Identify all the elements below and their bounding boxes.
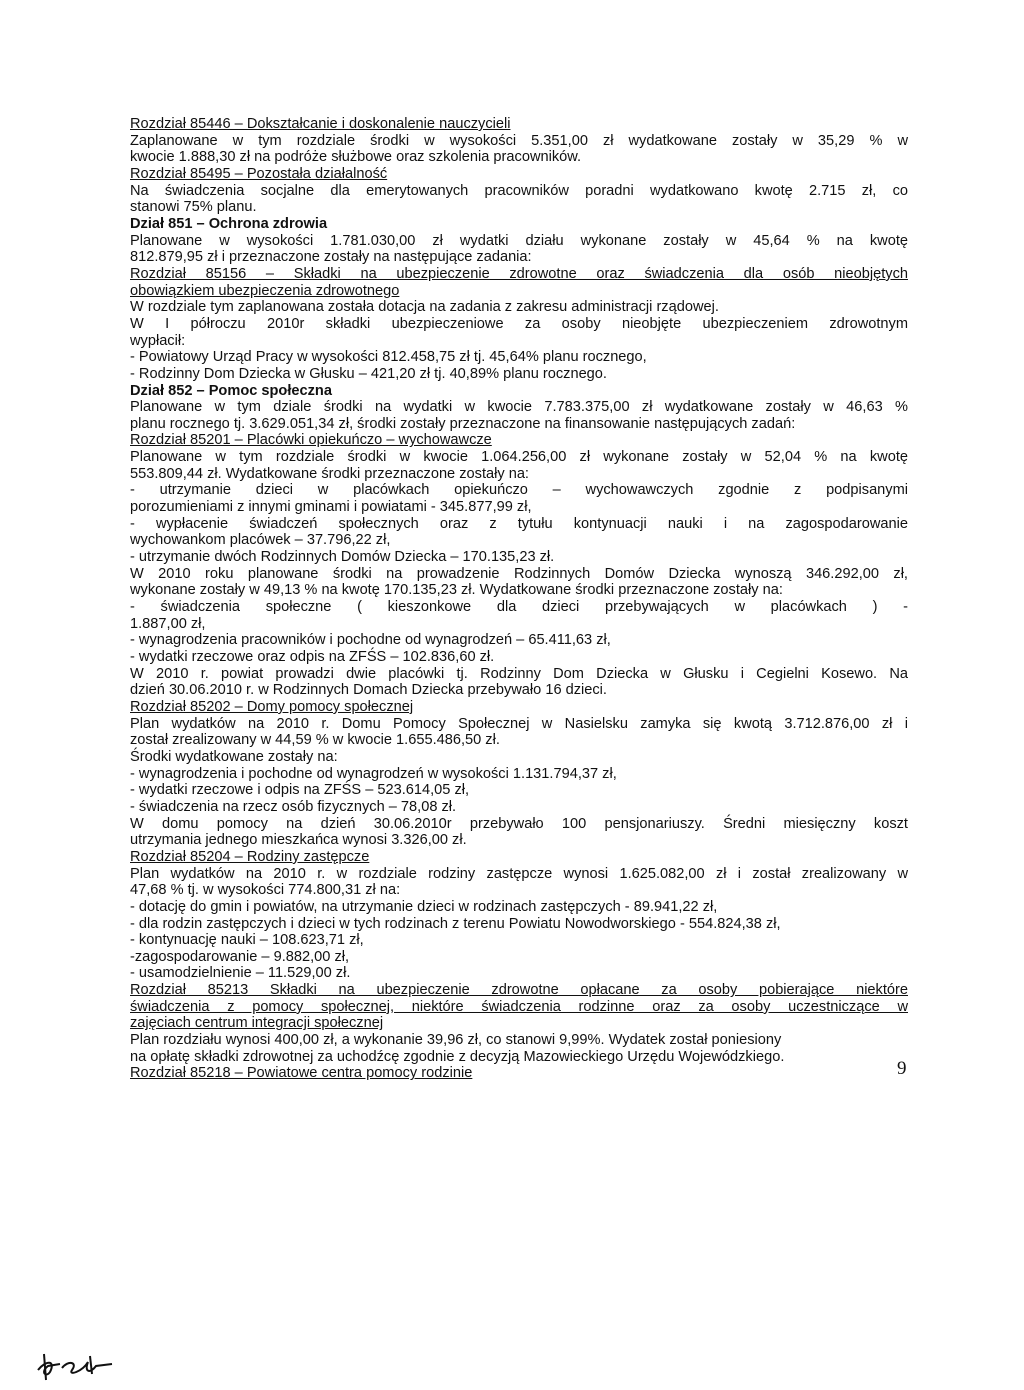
text-line: - kontynuację nauki – 108.623,71 zł, <box>130 932 364 949</box>
text-line: - wydatki rzeczowe oraz odpis na ZFŚS – 102.836,60 zł. <box>130 649 495 665</box>
text-line: wychowankom placówek – 37.796,22 zł, <box>130 532 391 549</box>
section-heading: Rozdział 85156 – Składki na ubezpieczenie zdrowotne oraz świadczenia dla osób nieobjętych <box>130 265 908 282</box>
text-line: kwocie 1.888,30 zł na podróże służbowe oraz szkolenia pracowników. <box>130 149 582 166</box>
text-line: wypłacił: <box>130 332 186 349</box>
chapter-heading: Dział 851 – Ochrona zdrowia <box>130 215 328 232</box>
text-line: - usamodzielnienie – 11.529,00 zł. <box>130 965 351 982</box>
text-line: 812.879,95 zł i przeznaczone zostały na następujące zadania: <box>130 249 532 266</box>
text-line: - wynagrodzenia i pochodne od wynagrodzeń w wysokości 1.131.794,37 zł, <box>130 765 617 782</box>
text-line: - dla rodzin zastępczych i dzieci w tych rodzinach z terenu Powiatu Nowodworskiego - 554.824,38 zł, <box>130 915 781 932</box>
text-line: W I półroczu 2010r składki ubezpieczeniowe za osoby nieobjęte ubezpieczeniem zdrowotnym <box>130 315 908 332</box>
text-line: Planowane w tym rozdziale środki w kwocie 1.064.256,00 zł wykonane zostały w 52,04 % na kwotę <box>130 449 908 466</box>
text-line: W domu pomocy na dzień 30.06.2010r przebywało 100 pensjonariuszy. Średni miesięczny koszt <box>130 815 908 832</box>
text-line: na opłatę składki zdrowotnej za uchodźcę zgodnie z decyzją Mazowieckiego Urzędu Wojewódzkiego. <box>130 1048 785 1065</box>
section-heading: Rozdział 85495 – Pozostała działalność <box>130 165 388 182</box>
text-line: Zaplanowane w tym rozdziale środki w wysokości 5.351,00 zł wydatkowane zostały w 35,29 % w <box>130 132 908 149</box>
text-line: - Powiatowy Urząd Pracy w wysokości 812.458,75 zł tj. 45,64% planu rocznego, <box>130 349 647 366</box>
section-heading: Rozdział 85218 – Powiatowe centra pomocy rodzinie <box>130 1065 473 1082</box>
section-heading: zajęciach centrum integracji społecznej <box>130 1015 384 1032</box>
text-line: -zagospodarowanie – 9.882,00 zł, <box>130 948 350 965</box>
section-heading: Rozdział 85204 – Rodziny zastępcze <box>130 848 370 865</box>
text-line: - utrzymanie dwóch Rodzinnych Domów Dziecka – 170.135,23 zł. <box>130 549 555 566</box>
text-line: Plan wydatków na 2010 r. Domu Pomocy Społecznej w Nasielsku zamyka się kwotą 3.712.876,00 zł i <box>130 715 908 732</box>
text-line: wykonane zostały w 49,13 % na kwotę 170.135,23 zł. Wydatkowane środki przeznaczone zostały na: <box>130 582 783 599</box>
section-heading: świadczenia z pomocy społecznej, niektóre świadczenia rodzinne oraz za osoby uczestniczące w <box>130 998 908 1015</box>
text-line: Plan wydatków na 2010 r. w rozdziale rodziny zastępcze wynosi 1.625.082,00 zł i został zrealizowany w <box>130 865 908 882</box>
section-heading: Rozdział 85202 – Domy pomocy społecznej <box>130 698 414 715</box>
section-heading: obowiązkiem ubezpieczenia zdrowotnego <box>130 282 400 299</box>
text-line: Na świadczenia socjalne dla emerytowanych pracowników poradni wydatkowano kwotę 2.715 zł, co <box>130 182 908 199</box>
text-line: utrzymania jednego mieszkańca wynosi 3.326,00 zł. <box>130 832 467 849</box>
chapter-heading: Dział 852 – Pomoc społeczna <box>130 382 332 399</box>
section-heading: Rozdział 85201 – Placówki opiekuńczo – wychowawcze <box>130 432 492 449</box>
text-line: 553.809,44 zł. Wydatkowane środki przeznaczone zostały na: <box>130 465 529 482</box>
text-line: dzień 30.06.2010 r. w Rodzinnych Domach Dziecka przebywało 16 dzieci. <box>130 682 607 699</box>
text-line: porozumieniami z innymi gminami i powiatami - 345.877,99 zł, <box>130 499 532 516</box>
text-line: planu rocznego tj. 3.629.051,34 zł, środki zostały przeznaczone na finansowanie następujących zadań: <box>130 415 796 432</box>
text-line: Plan rozdziału wynosi 400,00 zł, a wykonanie 39,96 zł, co stanowi 9,99%. Wydatek został poniesiony <box>130 1032 782 1049</box>
section-heading: Rozdział 85213 Składki na ubezpieczenie zdrowotne opłacane za osoby pobierające niektóre <box>130 982 908 999</box>
text-line: Planowane w wysokości 1.781.030,00 zł wydatki działu wykonane zostały w 45,64 % na kwotę <box>130 232 908 249</box>
text-line: - świadczenia na rzecz osób fizycznych – 78,08 zł. <box>130 798 457 815</box>
handwritten-signature <box>32 1348 152 1382</box>
text-line: - wypłacenie świadczeń społecznych oraz z tytułu kontynuacji nauki i na zagospodarowanie <box>130 515 908 532</box>
text-line: - wynagrodzenia pracowników i pochodne od wynagrodzeń – 65.411,63 zł, <box>130 632 611 649</box>
page-number: 9 <box>897 1058 907 1079</box>
text-line: - świadczenia społeczne ( kieszonkowe dla dzieci przebywających w placówkach ) - <box>130 599 908 616</box>
document-body <box>130 116 908 1082</box>
text-line: Planowane w tym dziale środki na wydatki w kwocie 7.783.375,00 zł wydatkowane zostały w 46,63 % <box>130 399 908 416</box>
text-line: stanowi 75% planu. <box>130 199 257 216</box>
text-line: - utrzymanie dzieci w placówkach opiekuńczo – wychowawczych zgodnie z podpisanymi <box>130 482 908 499</box>
text-line: W rozdziale tym zaplanowana została dotacja na zadania z zakresu administracji rządowej. <box>130 299 719 316</box>
text-line: 47,68 % tj. w wysokości 774.800,31 zł na: <box>130 882 401 899</box>
text-line: - dotację do gmin i powiatów, na utrzymanie dzieci w rodzinach zastępczych - 89.941,22 zł, <box>130 898 718 915</box>
text-line: Środki wydatkowane zostały na: <box>130 748 338 765</box>
text-line: W 2010 r. powiat prowadzi dwie placówki tj. Rodzinny Dom Dziecka w Głusku i Cegielni Kosewo. Na <box>130 665 908 682</box>
text-line: - Rodzinny Dom Dziecka w Głusku – 421,20 zł tj. 40,89% planu rocznego. <box>130 365 607 382</box>
text-line: - wydatki rzeczowe i odpis na ZFŚS – 523.614,05 zł, <box>130 782 470 799</box>
text-line: 1.887,00 zł, <box>130 615 206 632</box>
text-line: W 2010 roku planowane środki na prowadzenie Rodzinnych Domów Dziecka wynoszą 346.292,00 zł, <box>130 565 908 582</box>
section-heading: Rozdział 85446 – Dokształcanie i doskonalenie nauczycieli <box>130 116 511 132</box>
text-line: został zrealizowany w 44,59 % w kwocie 1.655.486,50 zł. <box>130 732 500 749</box>
